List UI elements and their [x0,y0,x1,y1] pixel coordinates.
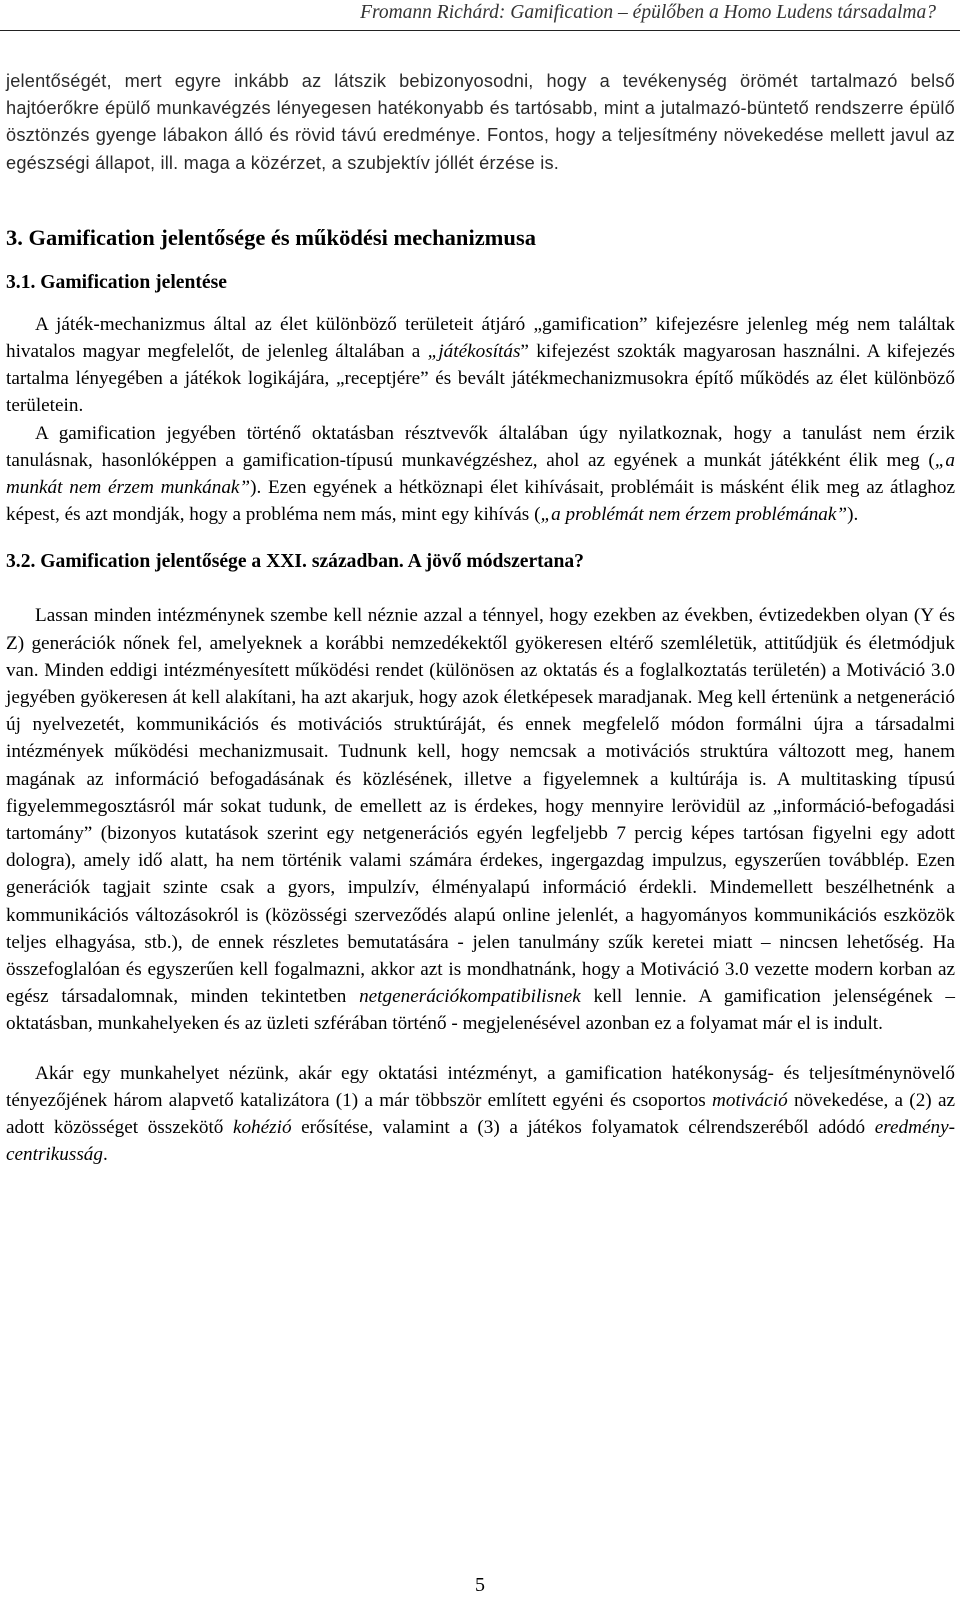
header-divider [0,30,960,31]
running-header: Fromann Richárd: Gamification – épülőben a Homo Ludens társadalma? [360,2,936,23]
section-3-1-heading: 3.1. Gamification jelentése [6,271,227,293]
text-run: A gamification jegyében történő oktatásban résztvevők általában úgy nyilatkoznak, hogy a tanulást nem érzik tanulásnak, hasonlóképpen a gamification-típusú munkavégzéshez, ahol az egyének a munkát játékként élik meg ( [6,422,955,471]
emphasis-text: „játékosítás [427,341,521,363]
emphasis-text: netgenerációkompatibilisnek [359,986,581,1008]
emphasis-text: „a munkát nem érzem munkának” [6,449,955,499]
text-run: Akár egy munkahelyet nézünk, akár egy oktatási intézményt, a gamification hatékonyság- és teljesítménynövelő tényezőjének három alapvető katalizátora (1) a már többször említett egyéni és csoportos [6,1062,955,1111]
intro-block [6,68,955,177]
section-3-2-heading: 3.2. Gamification jelentősége a XXI. században. A jövő módszertana? [6,551,584,573]
emphasis-text: „a problémát nem érzem problémának” [540,504,848,526]
section-3-heading: 3. Gamification jelentősége és működési mechanizmusa [6,224,536,250]
text-run: ). [847,504,859,526]
section-3-2-paragraph-2 [6,1060,955,1169]
section-3-2-paragraph-1 [6,602,955,1037]
page-number: 5 [475,1574,485,1596]
text-run: növekedése, a (2) az adott közösséget összekötő [6,1089,955,1139]
section-3-1-paragraph-1 [6,311,955,420]
text-run: . [103,1144,108,1166]
text-run: kell lennie. A gamification jelenségének – oktatásban, munkahelyeken és az üzleti szférában történő - megjelenésével azonban ez a folyamat már el is indult. [6,986,956,1035]
intro-paragraph: jelentőségét, mert egyre inkább az látszik bebizonyosodni, hogy a tevékenység örömét tartalmazó belső hajtóerőkre épülő munkavégzés lényegesen hatékonyabb és tartósabb, mint a jutalmazó-büntető rendszerre épülő ösztönzés gyenge lábakon álló és rövid távú eredménye. Fontos, hogy a teljesítmény növekedése mellett javul az egészségi állapot, ill. maga a közérzet, a szubjektív jóllét érzése is. [6,71,955,173]
emphasis-text: eredmény-centrikusság [6,1117,955,1166]
section-3-1-paragraph-2 [6,420,955,529]
text-run: ). Ezen egyének a hétköznapi élet kihívásait, problémáit is másként élik meg az átlaghoz képest, és azt mondják, hogy a probléma nem más, mint egy kihívás ( [6,477,955,526]
document-body [6,68,955,1169]
emphasis-text: kohézió [232,1117,292,1139]
text-run: A játék-mechanizmus által az élet különböző területeit átjáró „gamification” kifejezésre jelenleg még nem találtak hivatalos magyar megfelelőt, de jelenleg általában a [6,313,955,363]
text-run: erősítése, valamint a (3) a játékos folyamatok célrendszeréből adódó [291,1117,875,1139]
text-run: Lassan minden intézménynek szembe kell néznie azzal a ténnyel, hogy ezekben az években, évtizedekben olyan (Y és Z) generációk nőnek fel, amelyeknek a korábbi nemzedékektől gyökeresen eltérő szemléletük, attitűdjük és életmódjuk van. Minden eddigi intézményesített működési rendet (különösen az oktatás és a foglalkoztatás területén) a Motiváció 3.0 jegyében gyökeresen át kell alakítani, ha azt akarjuk, hogy azok életképesek maradjanak. Meg kell értenünk a netgeneráció új nyelvezetét, kommunikációs és motivációs struktúráját, és ennek megfelelő módon formálni újra a társadalmi intézmények működési mechanizmusait. Tudnunk kell, hogy nemcsak a motivációs struktúra változott meg, hanem magának az információ befogadásának és közlésének, illetve a figyelemnek a kultúrája is. A multitasking típusú figyelemmegosztásról már sokat tudunk, de emellett az is érdekes, hogy mennyire lerövidül az „információ-befogadási tartomány” (bizonyos kutatások szerint egy netgenerációs egyén legfeljebb 7 percig képes tartósan figyelni egy adott dologra), amely idő alatt, ha nem történik valami számára érdekes, ingergazdag impulzus, egyszerűen továbblép. Ezen generációk tagjait szinte csak a gyors, impulzív, élményalapú információ érdekli. Mindemellett beszélhetnénk a kommunikációs változásokról is (közösségi szerveződés alapú online jelenlét, a hagyományos kommunikációs eszközök teljes elhagyása, stb.), de ennek részletes bemutatására - jelen tanulmány szűk keretei miatt – nincsen lehetőség. Ha összefoglalóan és egyszerűen kell fogalmazni, akkor azt is mondhatnánk, hogy a Motiváció 3.0 vezette modern korban az egész társadalomnak, minden tekintetben [6,605,955,1008]
emphasis-text: motiváció [712,1089,788,1111]
text-run: ” kifejezést szokták magyarosan használni. A kifejezés tartalma lényegében a játékok logikájára, „receptjére” és bevált játékmechanizmusokra építő működés az élet különböző területein. [6,341,956,417]
